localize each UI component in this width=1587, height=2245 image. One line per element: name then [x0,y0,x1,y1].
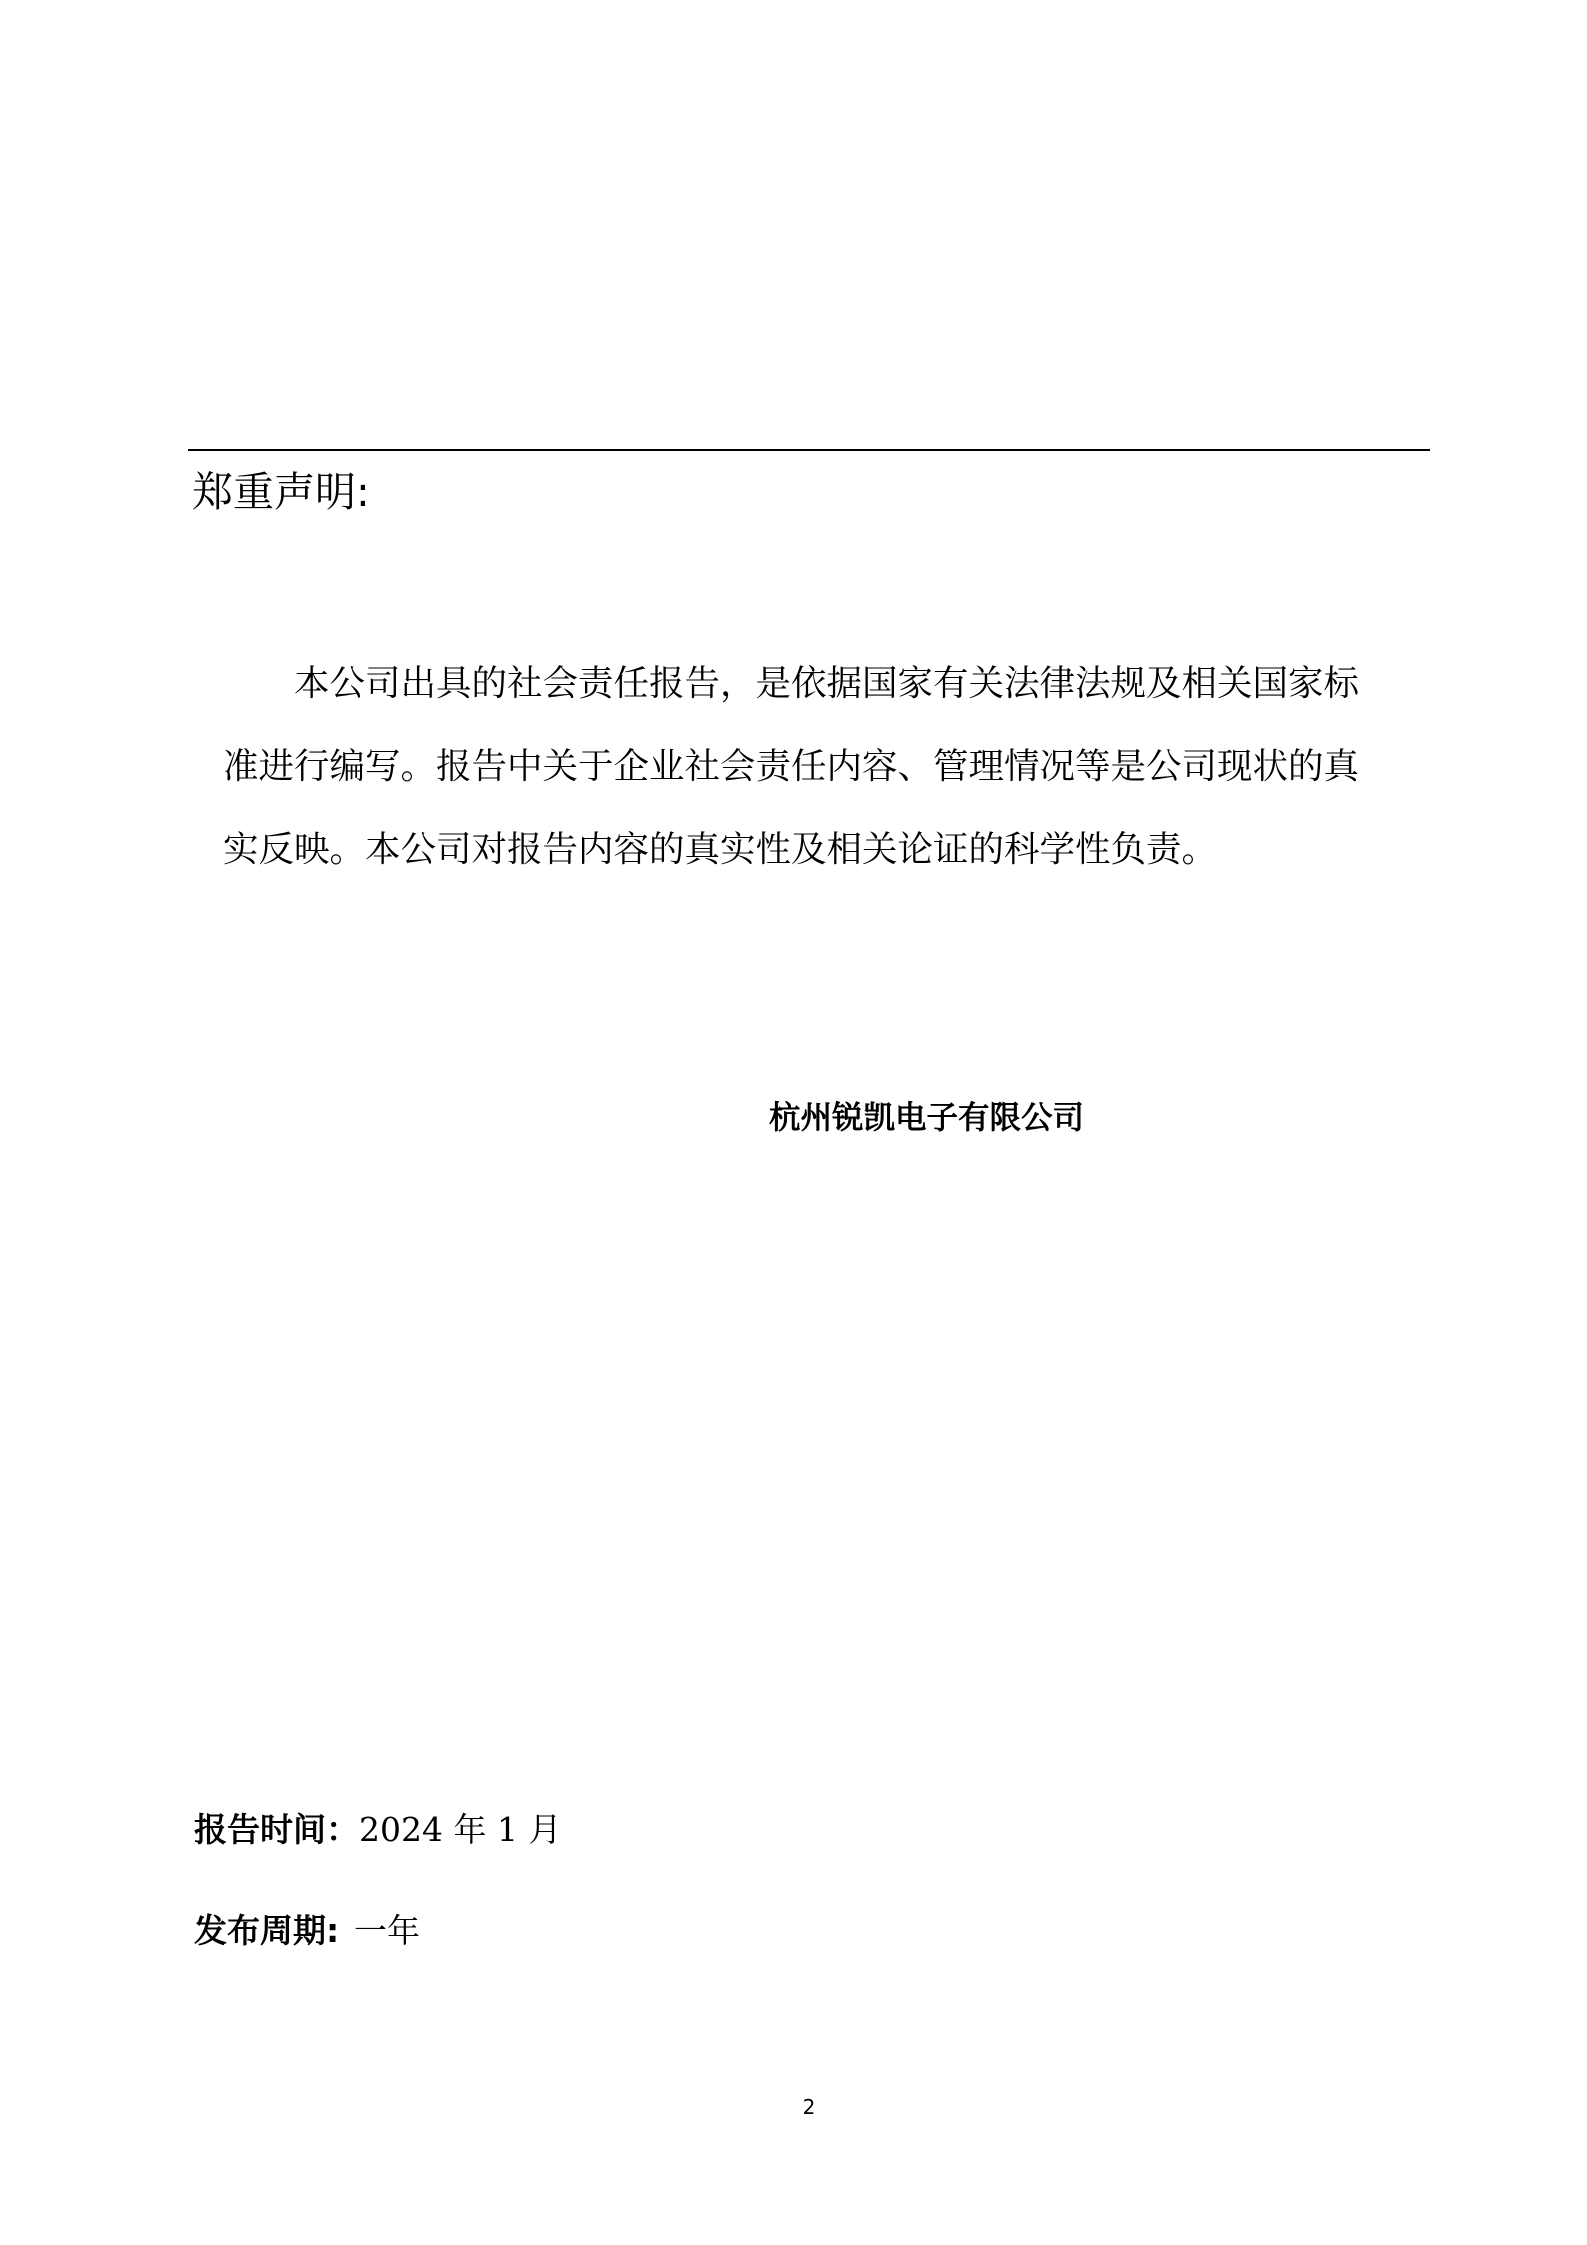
publication-cycle-row [194,1911,420,1952]
publication-cycle-value: 一年 [354,1911,421,1950]
declaration-paragraph-line: 准进行编写。报告中关于企业社会责任内容、管理情况等是公司现状的真 [223,746,1360,787]
declaration-paragraph-line: 实反映。本公司对报告内容的真实性及相关论证的科学性负责。 [223,829,1218,870]
report-date-value: 2024 年 1 月 [359,1810,562,1849]
declaration-paragraph-line: 本公司出具的社会责任报告，是依据国家有关法律法规及相关国家标 [294,663,1360,704]
company-signature: 杭州锐凯电子有限公司 [769,1099,1085,1136]
report-date-row [194,1810,561,1851]
page-number: 2 [802,2095,816,2119]
header-rule [188,449,1430,451]
declaration-paragraph [223,642,1359,891]
report-date-label: 报告时间： [194,1810,359,1849]
declaration-title: 郑重声明: [192,468,370,516]
publication-cycle-label: 发布周期: [194,1911,340,1950]
